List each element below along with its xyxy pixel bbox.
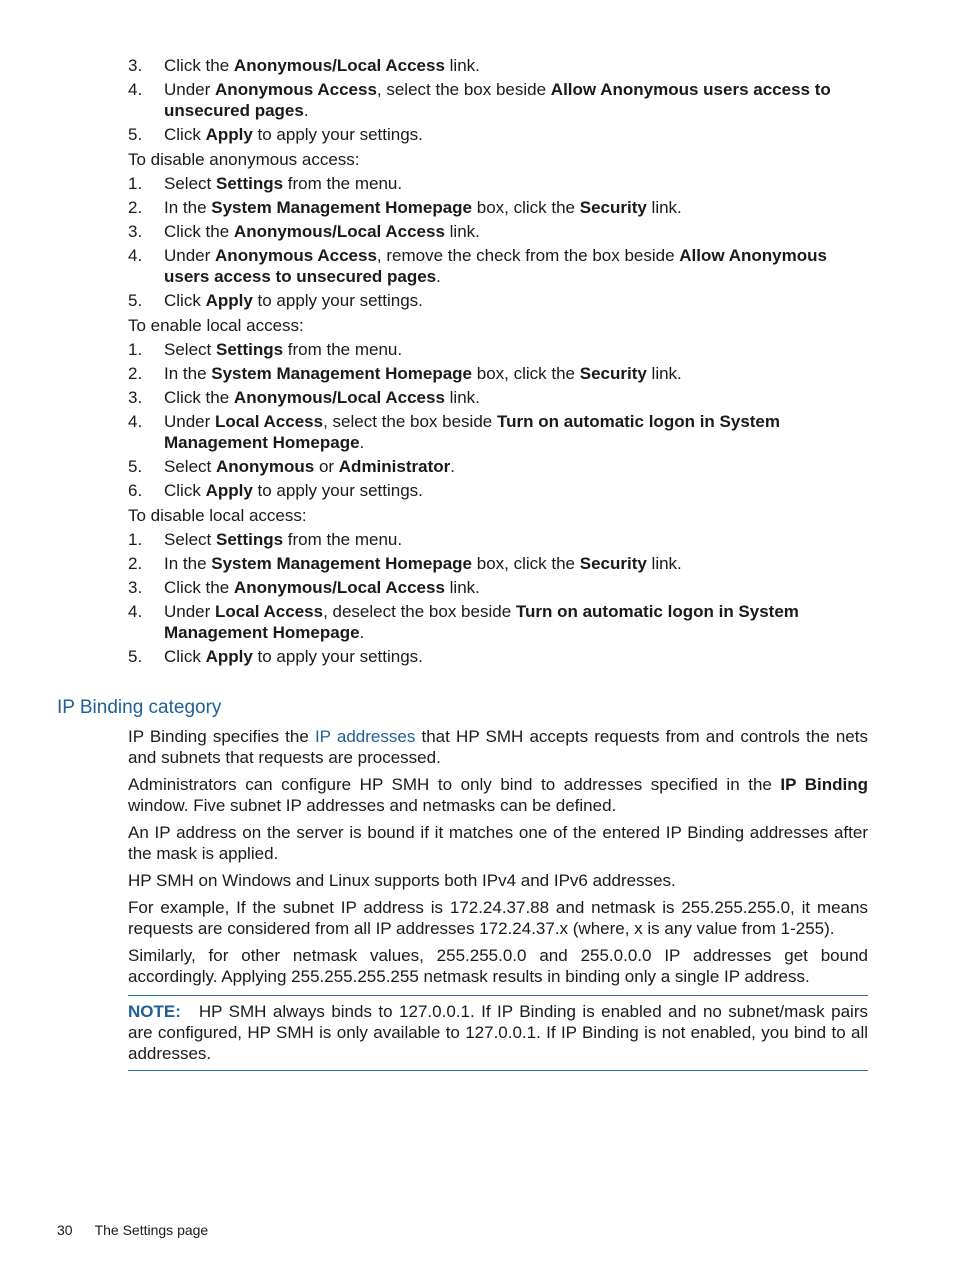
- step-text: [164, 577, 868, 598]
- text-fragment: Click the: [164, 222, 234, 241]
- note-box: [128, 995, 868, 1071]
- step-number: 3.: [128, 56, 143, 75]
- bold-term: Anonymous Access: [215, 246, 377, 265]
- text-fragment: Administrators can configure HP SMH to only bind to addresses specified in the: [128, 775, 781, 794]
- bold-term: System Management Homepage: [211, 554, 473, 573]
- ip-addresses-link[interactable]: IP addresses: [314, 727, 416, 746]
- text-fragment: Click the: [164, 578, 234, 597]
- list-item: [128, 290, 868, 311]
- step-text: [164, 245, 868, 287]
- text-fragment: In the: [164, 554, 212, 573]
- bold-term: Anonymous Access: [215, 80, 377, 99]
- list-item: [128, 197, 868, 218]
- text-fragment: link.: [444, 578, 480, 597]
- step-number: 1.: [128, 530, 143, 549]
- procedure-list: [128, 55, 868, 670]
- text-fragment: Click: [164, 481, 206, 500]
- list-item: [128, 124, 868, 145]
- step-list-local-disable: [128, 529, 868, 667]
- text-fragment: link.: [444, 56, 480, 75]
- text-fragment: from the menu.: [283, 340, 403, 359]
- step-text: [164, 55, 868, 76]
- step-number: 6.: [128, 481, 143, 500]
- bold-term: Anonymous/Local Access: [233, 56, 445, 75]
- bold-term: Apply: [205, 481, 253, 500]
- list-item: [128, 387, 868, 408]
- text-fragment: to apply your settings.: [252, 647, 423, 666]
- footer-page-title: The Settings page: [94, 1222, 209, 1238]
- paragraph-netmask: Similarly, for other netmask values, 255.255.0.0 and 255.0.0.0 IP addresses get bound accordingly. Applying 255.255.255.255 netmask results in binding only a single IP address.: [128, 946, 868, 986]
- bold-term: Allow Anonymous users access to unsecured pages: [164, 80, 831, 120]
- step-number: 4.: [128, 602, 143, 621]
- text-fragment: .: [303, 101, 309, 120]
- step-number: 4.: [128, 246, 143, 265]
- step-text: [164, 553, 868, 574]
- bold-term: Anonymous: [215, 457, 315, 476]
- step-list-anonymous-disable: [128, 173, 868, 311]
- text-fragment: box, click the: [472, 198, 580, 217]
- text-fragment: window. Five subnet IP addresses and netmasks can be defined.: [128, 796, 617, 815]
- text-fragment: Select: [164, 340, 216, 359]
- text-fragment: Select: [164, 530, 216, 549]
- text-fragment: link.: [646, 554, 682, 573]
- text-fragment: Under: [164, 80, 216, 99]
- text-fragment: Click the: [164, 388, 234, 407]
- text-fragment: Under: [164, 246, 216, 265]
- bold-term: Turn on automatic logon in System Management Homepage: [164, 602, 799, 642]
- bold-term: Apply: [205, 647, 253, 666]
- bold-term: Security: [579, 364, 647, 383]
- bold-term: Apply: [205, 125, 253, 144]
- step-text: [164, 221, 868, 242]
- step-number: 3.: [128, 578, 143, 597]
- text-fragment: In the: [164, 364, 212, 383]
- intro-disable-local: To disable local access:: [128, 506, 307, 525]
- text-fragment: Click: [164, 647, 206, 666]
- text-fragment: or: [314, 457, 339, 476]
- list-item: [128, 339, 868, 360]
- section-heading: IP Binding category: [57, 697, 222, 718]
- step-number: 4.: [128, 412, 143, 431]
- bold-term: Administrator: [338, 457, 451, 476]
- text-fragment: to apply your settings.: [252, 291, 423, 310]
- text-fragment: In the: [164, 198, 212, 217]
- text-fragment: Click: [164, 291, 206, 310]
- paragraph-example: For example, If the subnet IP address is 172.24.37.88 and netmask is 255.255.255.0, it means requests are considered from all IP addresses 172.24.37.x (where, x is any value from 1-255).: [128, 898, 868, 938]
- step-number: 5.: [128, 457, 143, 476]
- step-text: [164, 363, 868, 384]
- paragraph-admin-config: [128, 774, 868, 816]
- step-text: [164, 456, 868, 477]
- page-footer: [57, 1222, 208, 1238]
- list-item: [128, 646, 868, 667]
- paragraph-ip-binding-intro: [128, 726, 868, 768]
- list-item: [128, 411, 868, 453]
- bold-term: Security: [579, 198, 647, 217]
- note-label: NOTE:: [128, 1002, 181, 1021]
- step-text: [164, 197, 868, 218]
- text-fragment: Click the: [164, 56, 234, 75]
- list-item: [128, 553, 868, 574]
- step-list-anonymous-enable: [128, 55, 868, 145]
- text-fragment: , select the box beside: [323, 412, 497, 431]
- step-number: 2.: [128, 198, 143, 217]
- step-text: [164, 480, 868, 501]
- text-fragment: to apply your settings.: [252, 125, 423, 144]
- step-text: [164, 173, 868, 194]
- list-item: [128, 480, 868, 501]
- step-number: 3.: [128, 388, 143, 407]
- step-number: 4.: [128, 80, 143, 99]
- bold-term: Settings: [215, 530, 284, 549]
- text-fragment: Select: [164, 174, 216, 193]
- bold-term: Anonymous/Local Access: [233, 578, 445, 597]
- text-fragment: from the menu.: [283, 174, 403, 193]
- step-text: [164, 124, 868, 145]
- bold-term: Allow Anonymous users access to unsecured pages: [164, 246, 827, 286]
- text-fragment: .: [359, 623, 365, 642]
- step-number: 3.: [128, 222, 143, 241]
- step-text: [164, 601, 868, 643]
- text-fragment: box, click the: [472, 364, 580, 383]
- text-fragment: .: [450, 457, 455, 476]
- text-fragment: Select: [164, 457, 216, 476]
- step-number: 5.: [128, 125, 143, 144]
- paragraph-bound-rule: An IP address on the server is bound if it matches one of the entered IP Binding addresses after the mask is applied.: [128, 823, 868, 863]
- step-text: [164, 411, 868, 453]
- step-text: [164, 529, 868, 550]
- intro-enable-local: To enable local access:: [128, 316, 304, 335]
- text-fragment: .: [359, 433, 365, 452]
- list-item: [128, 173, 868, 194]
- intro-disable-anonymous: To disable anonymous access:: [128, 150, 360, 169]
- bold-term: Settings: [215, 174, 284, 193]
- paragraph-ipv4-ipv6: HP SMH on Windows and Linux supports both IPv4 and IPv6 addresses.: [128, 871, 676, 890]
- bold-term: Apply: [205, 291, 253, 310]
- text-fragment: IP Binding specifies the: [128, 727, 315, 746]
- step-number: 2.: [128, 364, 143, 383]
- text-fragment: link.: [646, 364, 682, 383]
- bold-term: Anonymous/Local Access: [233, 388, 445, 407]
- step-number: 1.: [128, 174, 143, 193]
- step-list-local-enable: [128, 339, 868, 501]
- step-text: [164, 79, 868, 121]
- note-text: HP SMH always binds to 127.0.0.1. If IP Binding is enabled and no subnet/mask pairs are configured, HP SMH is only available to 127.0.0.1. If IP Binding is not enabled, you bind to all addresses.: [128, 1002, 868, 1063]
- text-fragment: Under: [164, 412, 216, 431]
- bold-term: System Management Homepage: [211, 364, 473, 383]
- text-fragment: link.: [444, 222, 480, 241]
- list-item: [128, 363, 868, 384]
- step-number: 1.: [128, 340, 143, 359]
- step-text: [164, 339, 868, 360]
- text-fragment: Under: [164, 602, 216, 621]
- text-fragment: Click: [164, 125, 206, 144]
- step-number: 2.: [128, 554, 143, 573]
- step-text: [164, 387, 868, 408]
- bold-term: Anonymous/Local Access: [233, 222, 445, 241]
- bold-term: Security: [579, 554, 647, 573]
- bold-term: Turn on automatic logon in System Management Homepage: [164, 412, 781, 452]
- list-item: [128, 55, 868, 76]
- list-item: [128, 79, 868, 121]
- list-item: [128, 245, 868, 287]
- text-fragment: link.: [646, 198, 682, 217]
- step-number: 5.: [128, 291, 143, 310]
- list-item: [128, 577, 868, 598]
- bold-term: Local Access: [215, 602, 324, 621]
- list-item: [128, 456, 868, 477]
- ip-binding-section: [128, 726, 868, 1071]
- bold-term: Local Access: [215, 412, 324, 431]
- text-fragment: that HP SMH accepts requests from and controls the nets and subnets that requests are processed.: [128, 727, 868, 767]
- step-number: 5.: [128, 647, 143, 666]
- list-item: [128, 529, 868, 550]
- list-item: [128, 601, 868, 643]
- bold-term: Settings: [215, 340, 284, 359]
- step-text: [164, 290, 868, 311]
- list-item: [128, 221, 868, 242]
- bold-term: System Management Homepage: [211, 198, 473, 217]
- page-number: 30: [57, 1222, 73, 1238]
- text-fragment: link.: [444, 388, 480, 407]
- step-text: [164, 646, 868, 667]
- text-fragment: from the menu.: [283, 530, 403, 549]
- text-fragment: , select the box beside: [376, 80, 551, 99]
- text-fragment: box, click the: [472, 554, 580, 573]
- text-fragment: , remove the check from the box beside: [376, 246, 680, 265]
- text-fragment: , deselect the box beside: [323, 602, 516, 621]
- text-fragment: .: [436, 267, 441, 286]
- text-fragment: to apply your settings.: [252, 481, 423, 500]
- bold-term: IP Binding: [780, 775, 868, 794]
